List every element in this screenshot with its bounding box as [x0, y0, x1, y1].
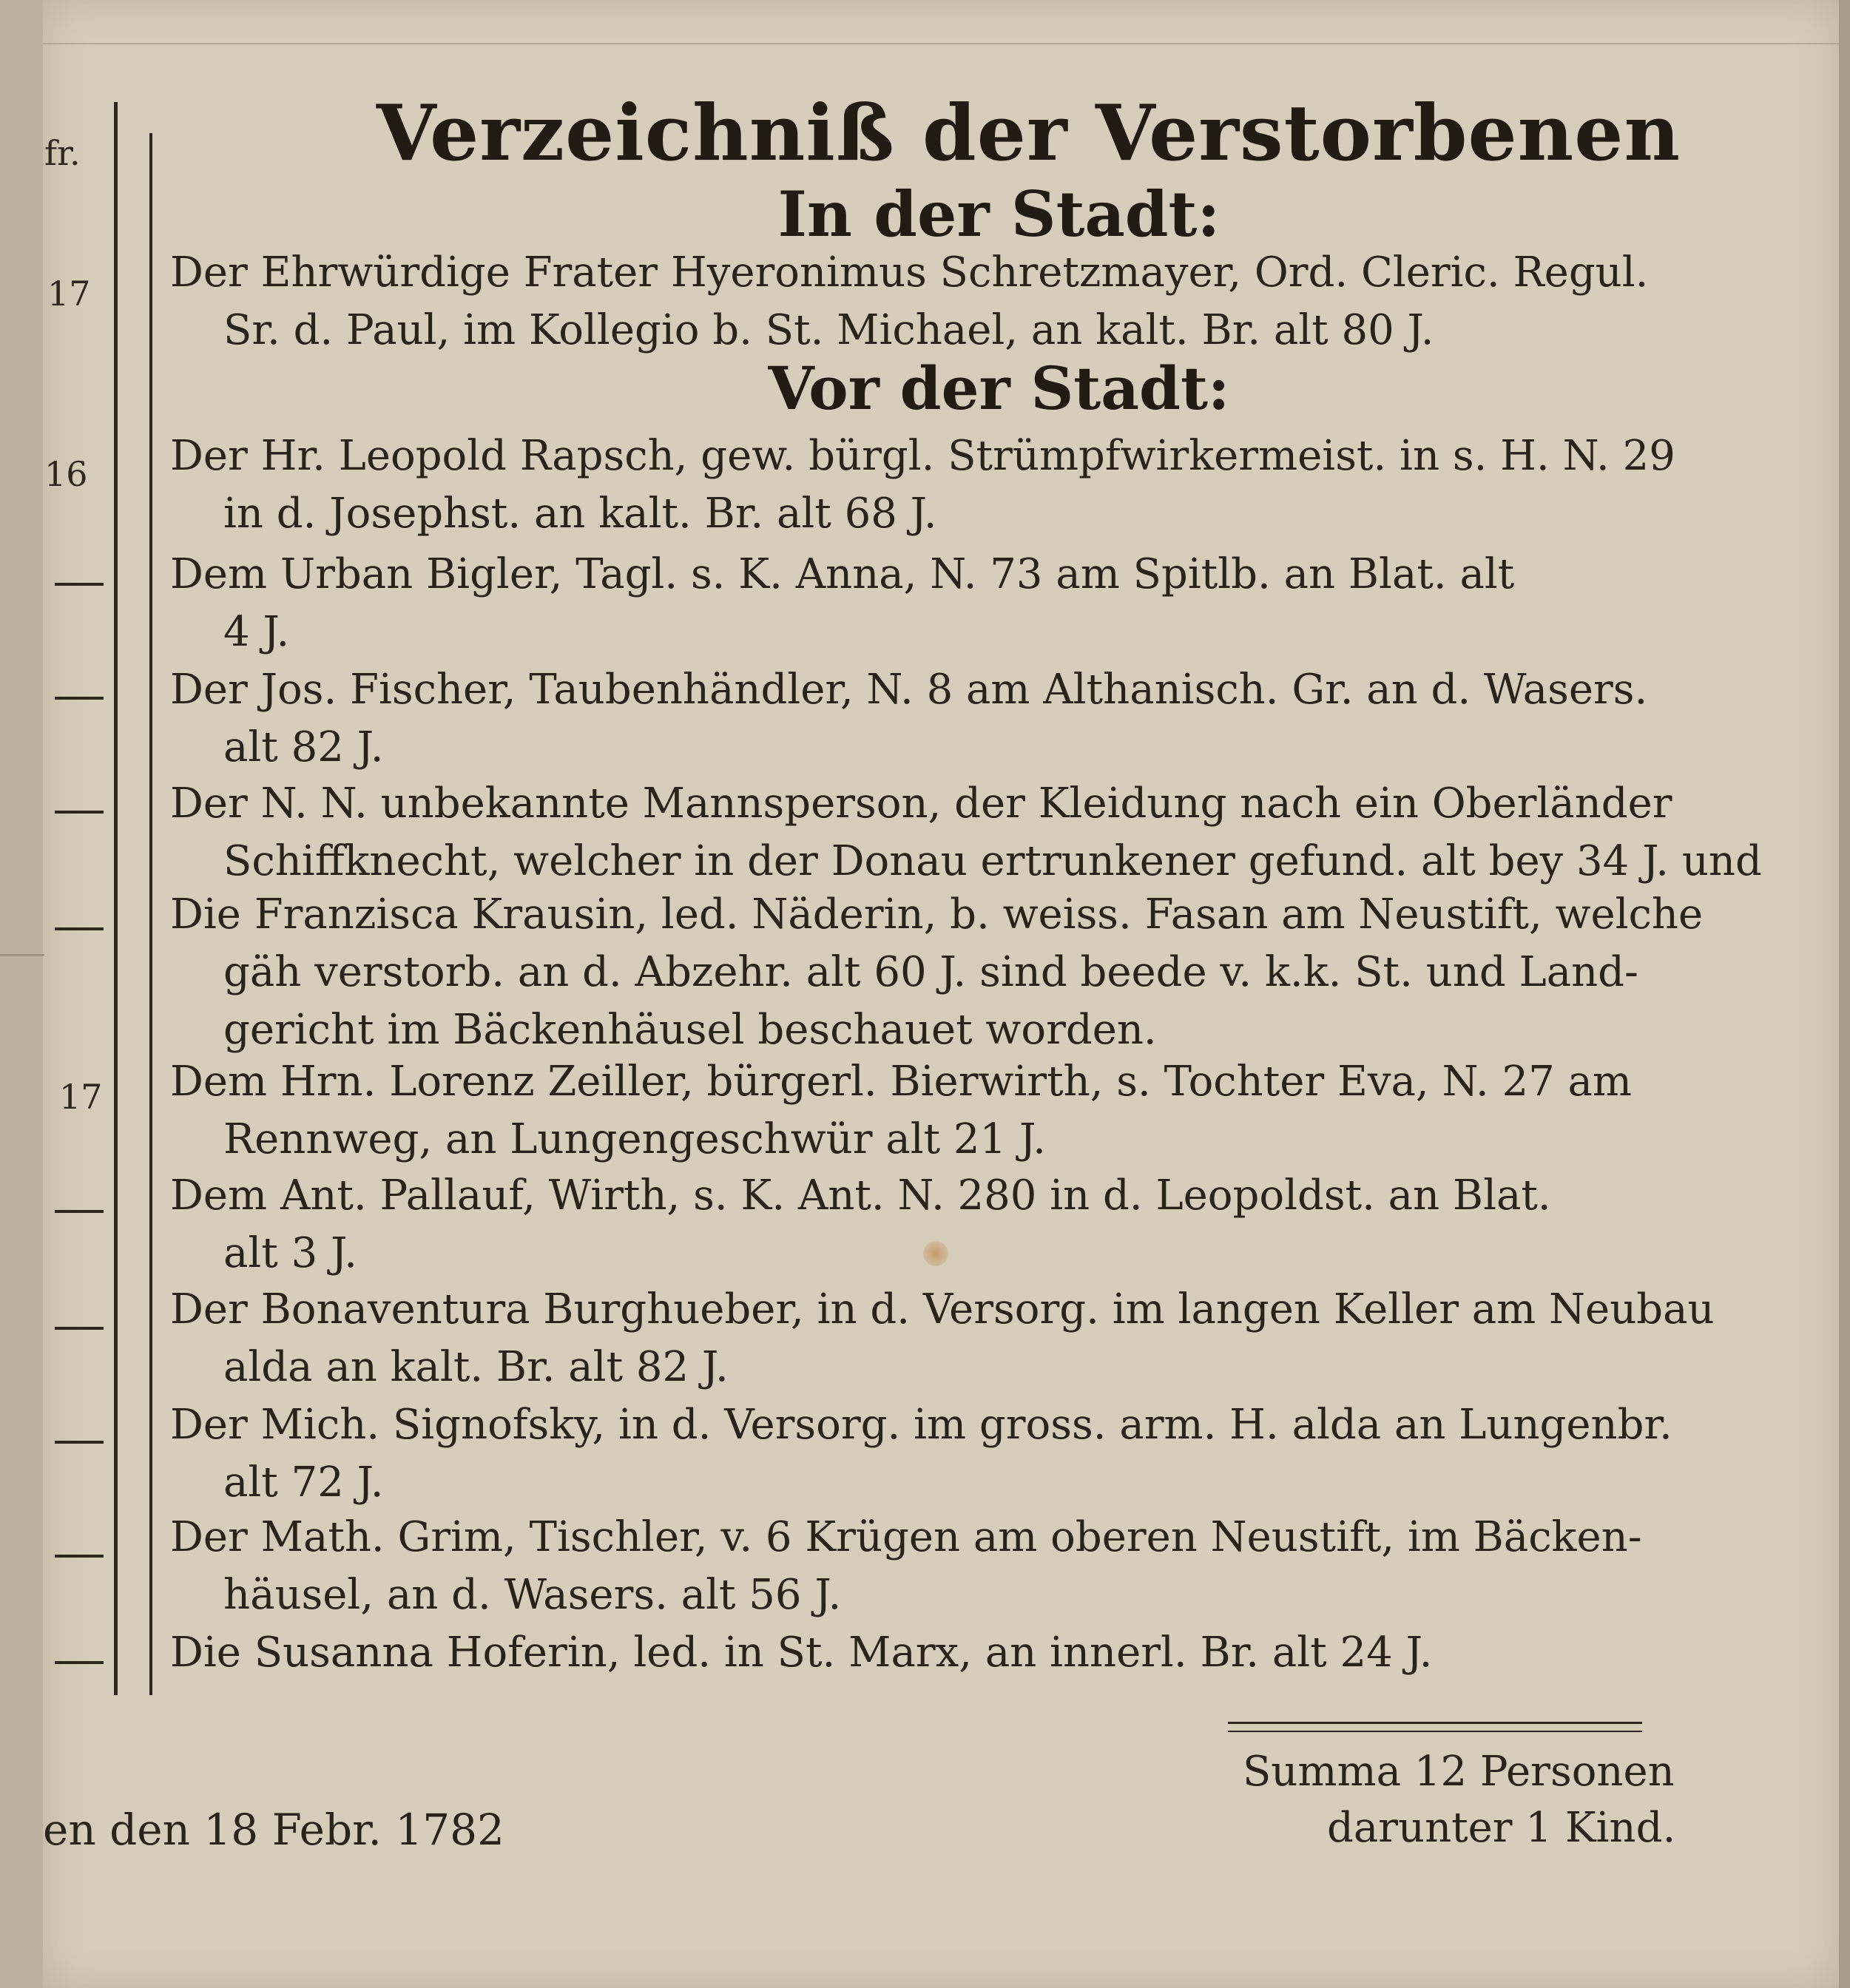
margin-dash [55, 1661, 104, 1664]
death-entry [170, 661, 1790, 777]
summary-total: Summa 12 Personen [1243, 1748, 1675, 1796]
entry-line: alt 72 J. [223, 1458, 384, 1507]
entry-line: Schiffknecht, welcher in der Donau ertrunkener gefund. alt bey 34 J. und [223, 837, 1762, 885]
summary-rule [1228, 1722, 1642, 1724]
margin-dash [55, 927, 104, 930]
entry-line: alda an kalt. Br. alt 82 J. [223, 1343, 729, 1391]
death-entry [170, 1509, 1790, 1624]
margin-dash [55, 1441, 104, 1444]
summary-rule [1228, 1731, 1642, 1732]
entry-line: Der N. N. unbekannte Mannsperson, der Kleidung nach ein Oberländer [170, 780, 1672, 828]
death-entry [170, 1053, 1790, 1169]
entry-line: Der Hr. Leopold Rapsch, gew. bürgl. Strümpfwirkermeist. in s. H. N. 29 [170, 432, 1675, 480]
adjacent-page-strip [0, 0, 44, 1988]
entry-line: alt 3 J. [223, 1229, 357, 1277]
footer-date: en den 18 Febr. 1782 [43, 1805, 504, 1855]
entry-line: Die Susanna Hoferin, led. in St. Marx, an innerl. Br. alt 24 J. [170, 1629, 1433, 1677]
margin-dash [55, 583, 104, 586]
entry-line: Dem Ant. Pallauf, Wirth, s. K. Ant. N. 280 in d. Leopoldst. an Blat. [170, 1172, 1551, 1220]
margin-dash [55, 1555, 104, 1558]
paper-stain [923, 1241, 948, 1266]
margin-dash [55, 811, 104, 814]
death-entry [170, 886, 1790, 1059]
entry-line: Dem Urban Bigler, Tagl. s. K. Anna, N. 73 am Spitlb. an Blat. alt [170, 550, 1515, 598]
vertical-rule-outer [114, 102, 118, 1695]
entry-line: gericht im Bäckenhäusel beschauet worden. [223, 1006, 1157, 1054]
entry-line: alt 82 J. [223, 723, 384, 771]
fold-line [0, 954, 44, 956]
entry-line: Sr. d. Paul, im Kollegio b. St. Michael, an kalt. Br. alt 80 J. [223, 306, 1434, 354]
death-entry [170, 1624, 1790, 1682]
entry-line: gäh verstorb. an d. Abzehr. alt 60 J. sind beede v. k.k. St. und Land- [223, 948, 1638, 996]
section-heading-outside: Vor der Stadt: [768, 354, 1230, 423]
margin-dash [55, 697, 104, 700]
entry-line: Die Franzisca Krausin, led. Näderin, b. weiss. Fasan am Neustift, welche [170, 890, 1704, 939]
margin-day: 17 [47, 274, 91, 314]
margin-day: 16 [44, 454, 88, 494]
section-heading-city: In der Stadt: [777, 178, 1221, 251]
margin-day: 17 [59, 1077, 103, 1117]
entry-line: Der Math. Grim, Tischler, v. 6 Krügen am oberen Neustift, im Bäcken- [170, 1513, 1642, 1561]
top-border-line [43, 43, 1839, 44]
entry-line: in d. Josephst. an kalt. Br. alt 68 J. [223, 490, 937, 538]
death-entry [170, 1396, 1790, 1512]
entry-line: Der Bonaventura Burghueber, in d. Versorg. im langen Keller am Neubau [170, 1285, 1715, 1333]
page-edge [1839, 0, 1850, 1988]
entry-line: Der Ehrwürdige Frater Hyeronimus Schretzmayer, Ord. Cleric. Regul. [170, 248, 1649, 297]
document-title: Verzeichniß der Verstorbenen [376, 87, 1681, 178]
margin-dash [55, 1210, 104, 1213]
entry-line: Rennweg, an Lungengeschwür alt 21 J. [223, 1115, 1046, 1163]
entry-line: Der Mich. Signofsky, in d. Versorg. im gross. arm. H. alda an Lungenbr. [170, 1401, 1672, 1449]
death-entry [170, 1167, 1790, 1282]
entry-line: Der Jos. Fischer, Taubenhändler, N. 8 am Althanisch. Gr. an d. Wasers. [170, 666, 1648, 714]
death-entry [170, 427, 1790, 543]
death-entry [170, 775, 1790, 890]
margin-dash [55, 1327, 104, 1330]
entry-line: 4 J. [223, 608, 290, 656]
death-entry [170, 244, 1790, 359]
entry-line: Dem Hrn. Lorenz Zeiller, bürgerl. Bierwirth, s. Tochter Eva, N. 27 am [170, 1058, 1633, 1106]
summary-children: darunter 1 Kind. [1327, 1804, 1676, 1852]
summary-block [1243, 1744, 1675, 1856]
entry-line: häusel, an d. Wasers. alt 56 J. [223, 1571, 842, 1619]
death-entry [170, 1281, 1790, 1396]
margin-header: fr. [44, 133, 81, 173]
death-entry [170, 546, 1790, 661]
